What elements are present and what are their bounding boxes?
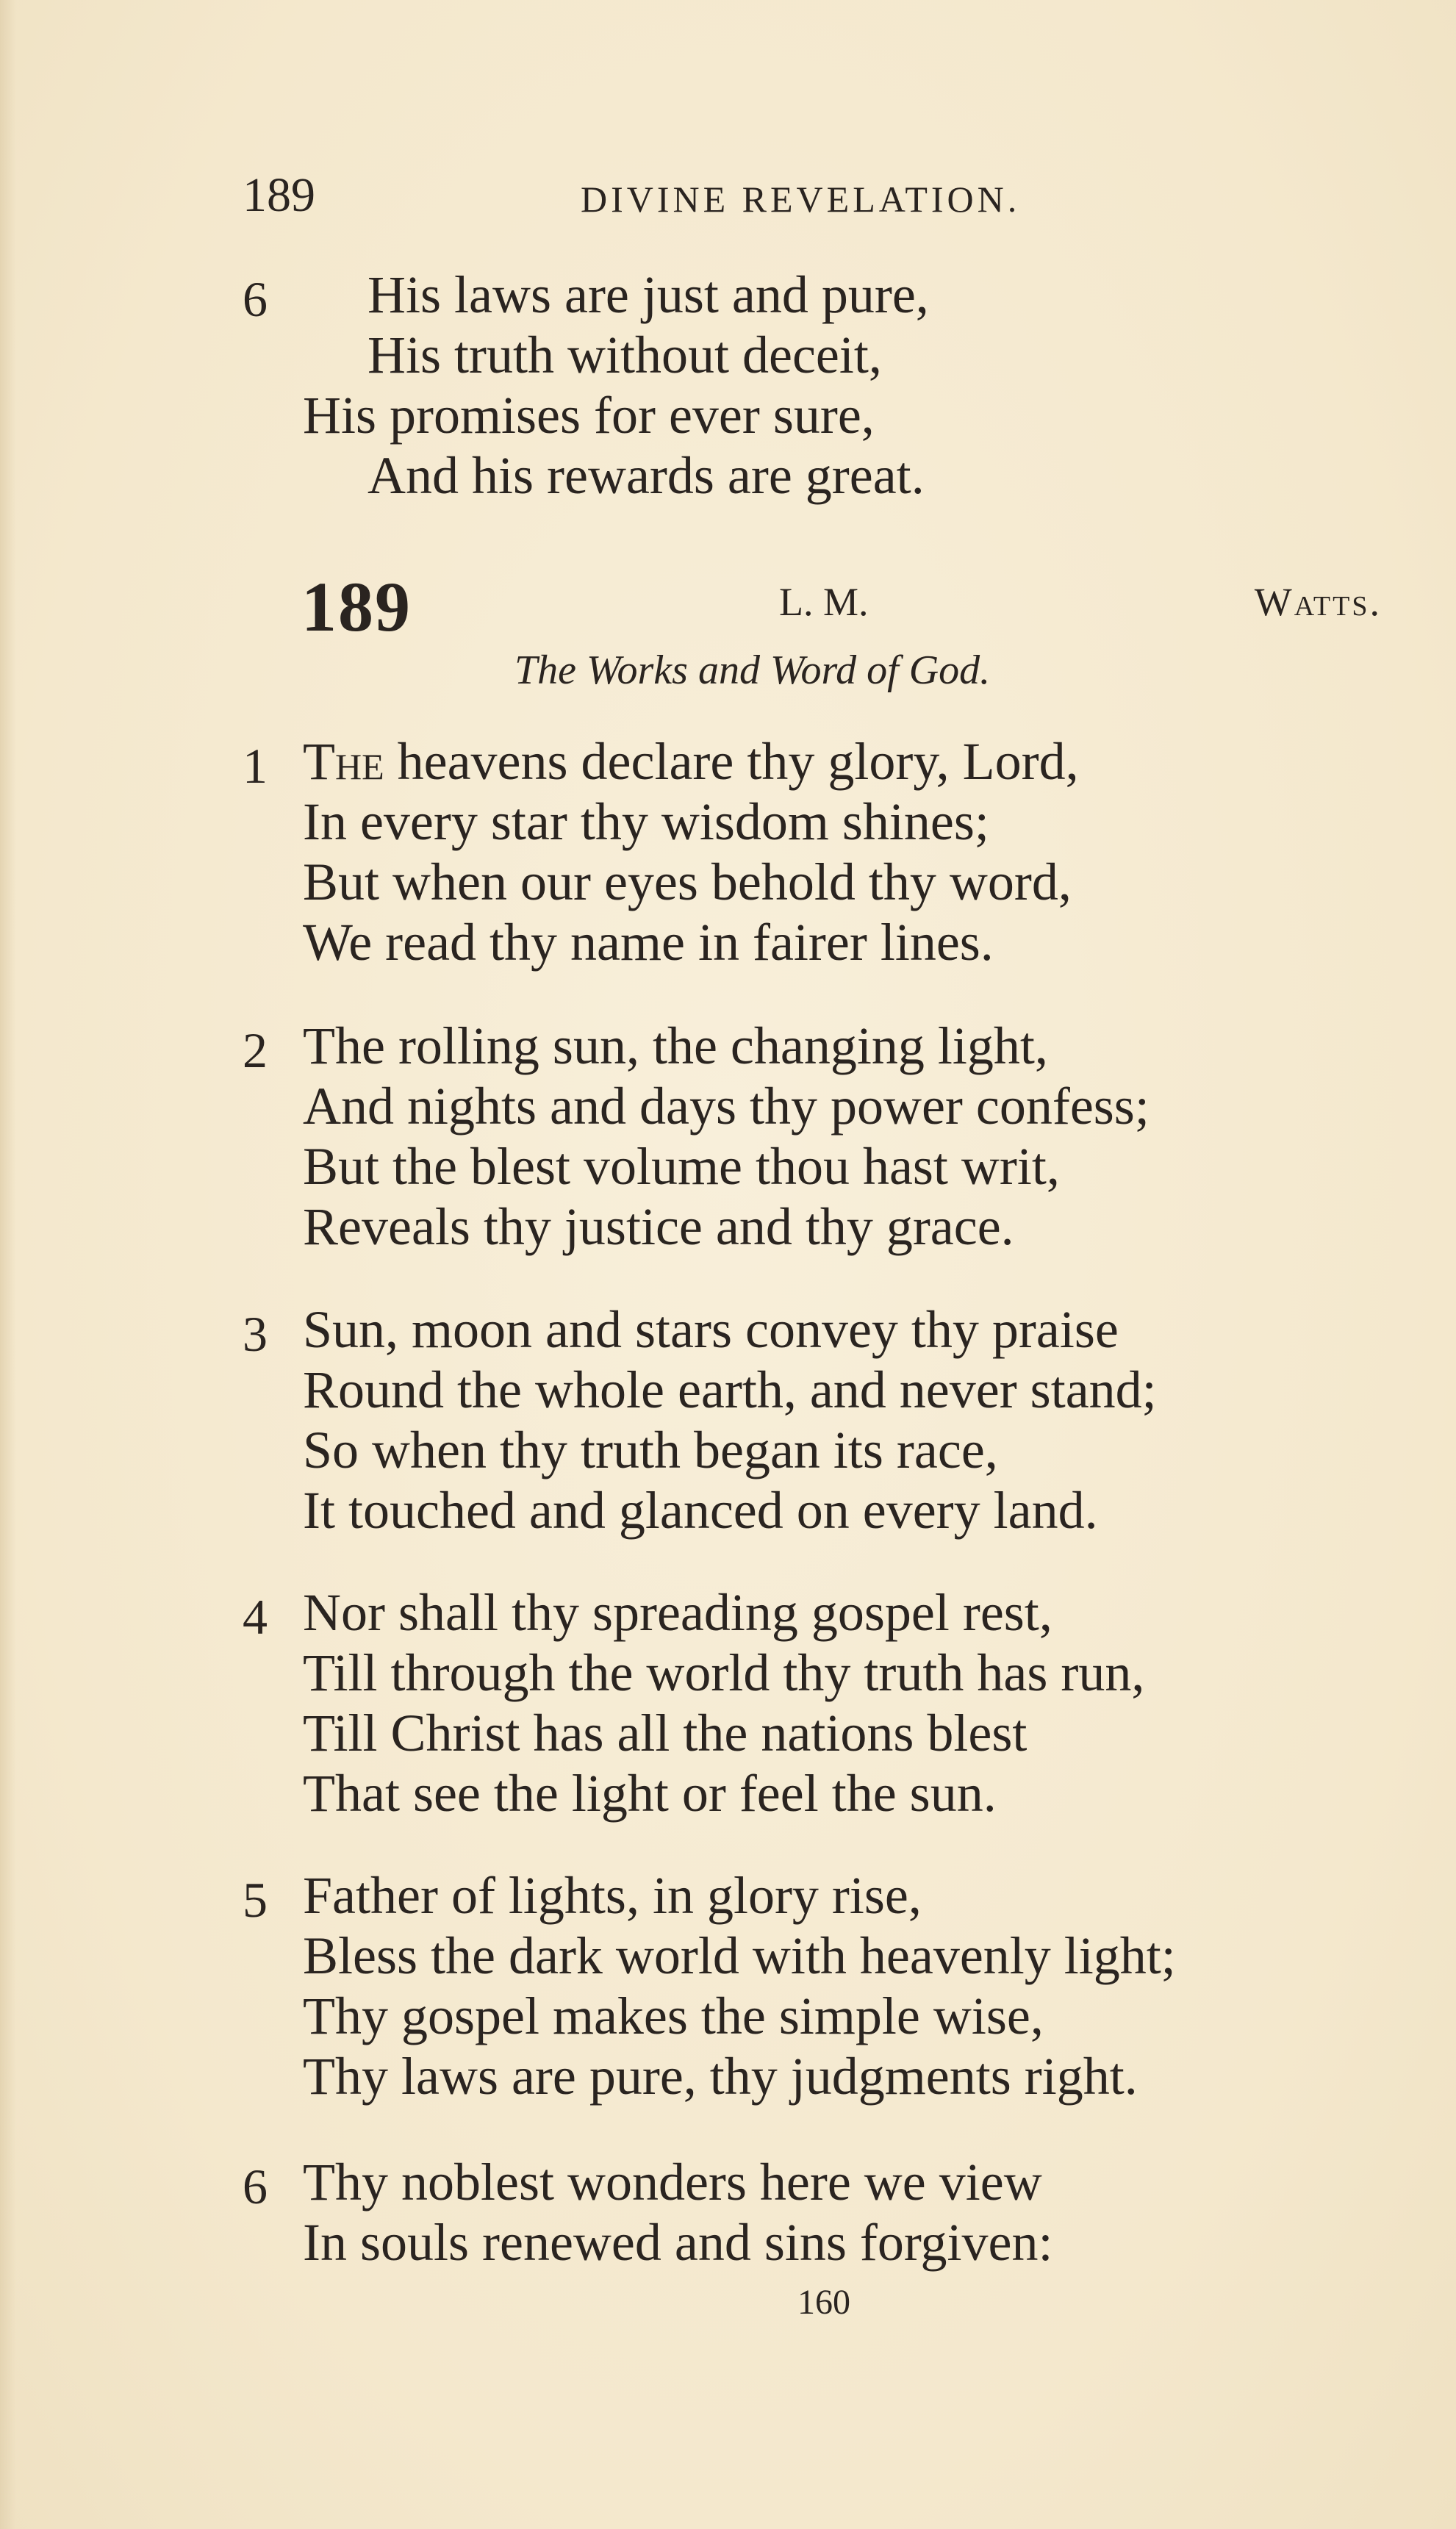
- hymn-author: Watts.: [1254, 580, 1382, 624]
- hymn-verse-6: [243, 2152, 1389, 2277]
- verse-number: 2: [243, 1022, 268, 1078]
- verse-line: And nights and days thy power confess;: [303, 1077, 1150, 1136]
- verse-first-word: The: [303, 732, 384, 791]
- hymn-verse-4: [243, 1582, 1389, 1832]
- footer-page-number: 160: [797, 2283, 850, 2322]
- running-head: [243, 168, 1080, 226]
- verse-line: Till through the world thy truth has run,: [303, 1643, 1145, 1702]
- previous-hymn-verse: [243, 265, 1389, 514]
- verse-line: Nor shall thy spreading gospel rest,: [303, 1583, 1052, 1642]
- hymn-number: 189: [301, 567, 412, 646]
- hymn-heading: [301, 566, 1382, 647]
- verse-line: Bless the dark world with heavenly light;: [303, 1926, 1176, 1985]
- hymn-verse-3: [243, 1299, 1389, 1549]
- verse-line-rest: heavens declare thy glory, Lord,: [384, 732, 1079, 791]
- hymn-subtitle: The Works and Word of God.: [514, 648, 991, 693]
- running-head-title: DIVINE REVELATION.: [581, 179, 1021, 220]
- verse-line: His promises for ever sure,: [303, 386, 875, 445]
- verse-number: 4: [243, 1589, 268, 1645]
- verse-line: The rolling sun, the changing light,: [303, 1016, 1048, 1075]
- verse-line: His laws are just and pure,: [367, 265, 929, 324]
- verse-line: Sun, moon and stars convey thy praise: [303, 1300, 1119, 1359]
- verse-line: Father of lights, in glory rise,: [303, 1866, 922, 1925]
- verse-line: It touched and glanced on every land.: [303, 1481, 1098, 1540]
- verse-line: Till Christ has all the nations blest: [303, 1704, 1028, 1762]
- page-edge: [0, 0, 16, 2529]
- hymn-verse-1: [243, 731, 1389, 981]
- hymn-verse-5: [243, 1865, 1389, 2115]
- verse-line: That see the light or feel the sun.: [303, 1764, 997, 1823]
- verse-line: Thy noblest wonders here we view: [303, 2153, 1042, 2211]
- verse-line: In souls renewed and sins forgiven:: [303, 2213, 1053, 2272]
- running-head-hymn-number: 189: [243, 168, 315, 222]
- verse-line: Round the whole earth, and never stand;: [303, 1360, 1157, 1419]
- verse-line: In every star thy wisdom shines;: [303, 792, 989, 851]
- verse-line: Reveals thy justice and thy grace.: [303, 1197, 1014, 1256]
- verse-number: 3: [243, 1306, 268, 1362]
- verse-line: Thy gospel makes the simple wise,: [303, 1987, 1044, 2045]
- verse-number: 6: [243, 271, 268, 327]
- verse-number: 5: [243, 1872, 268, 1928]
- verse-line: [303, 731, 1079, 792]
- verse-line: We read thy name in fairer lines.: [303, 913, 994, 972]
- verse-line: His truth without deceit,: [367, 326, 882, 384]
- hymn-verse-2: [243, 1016, 1389, 1266]
- verse-line: But when our eyes behold thy word,: [303, 853, 1072, 911]
- verse-number: 6: [243, 2159, 268, 2214]
- verse-line: But the blest volume thou hast writ,: [303, 1137, 1060, 1196]
- verse-line: Thy laws are pure, thy judgments right.: [303, 2047, 1138, 2106]
- hymn-meter: L. M.: [779, 580, 869, 624]
- verse-number: 1: [243, 738, 268, 794]
- verse-line: And his rewards are great.: [367, 446, 925, 505]
- verse-line: So when thy truth began its race,: [303, 1421, 998, 1479]
